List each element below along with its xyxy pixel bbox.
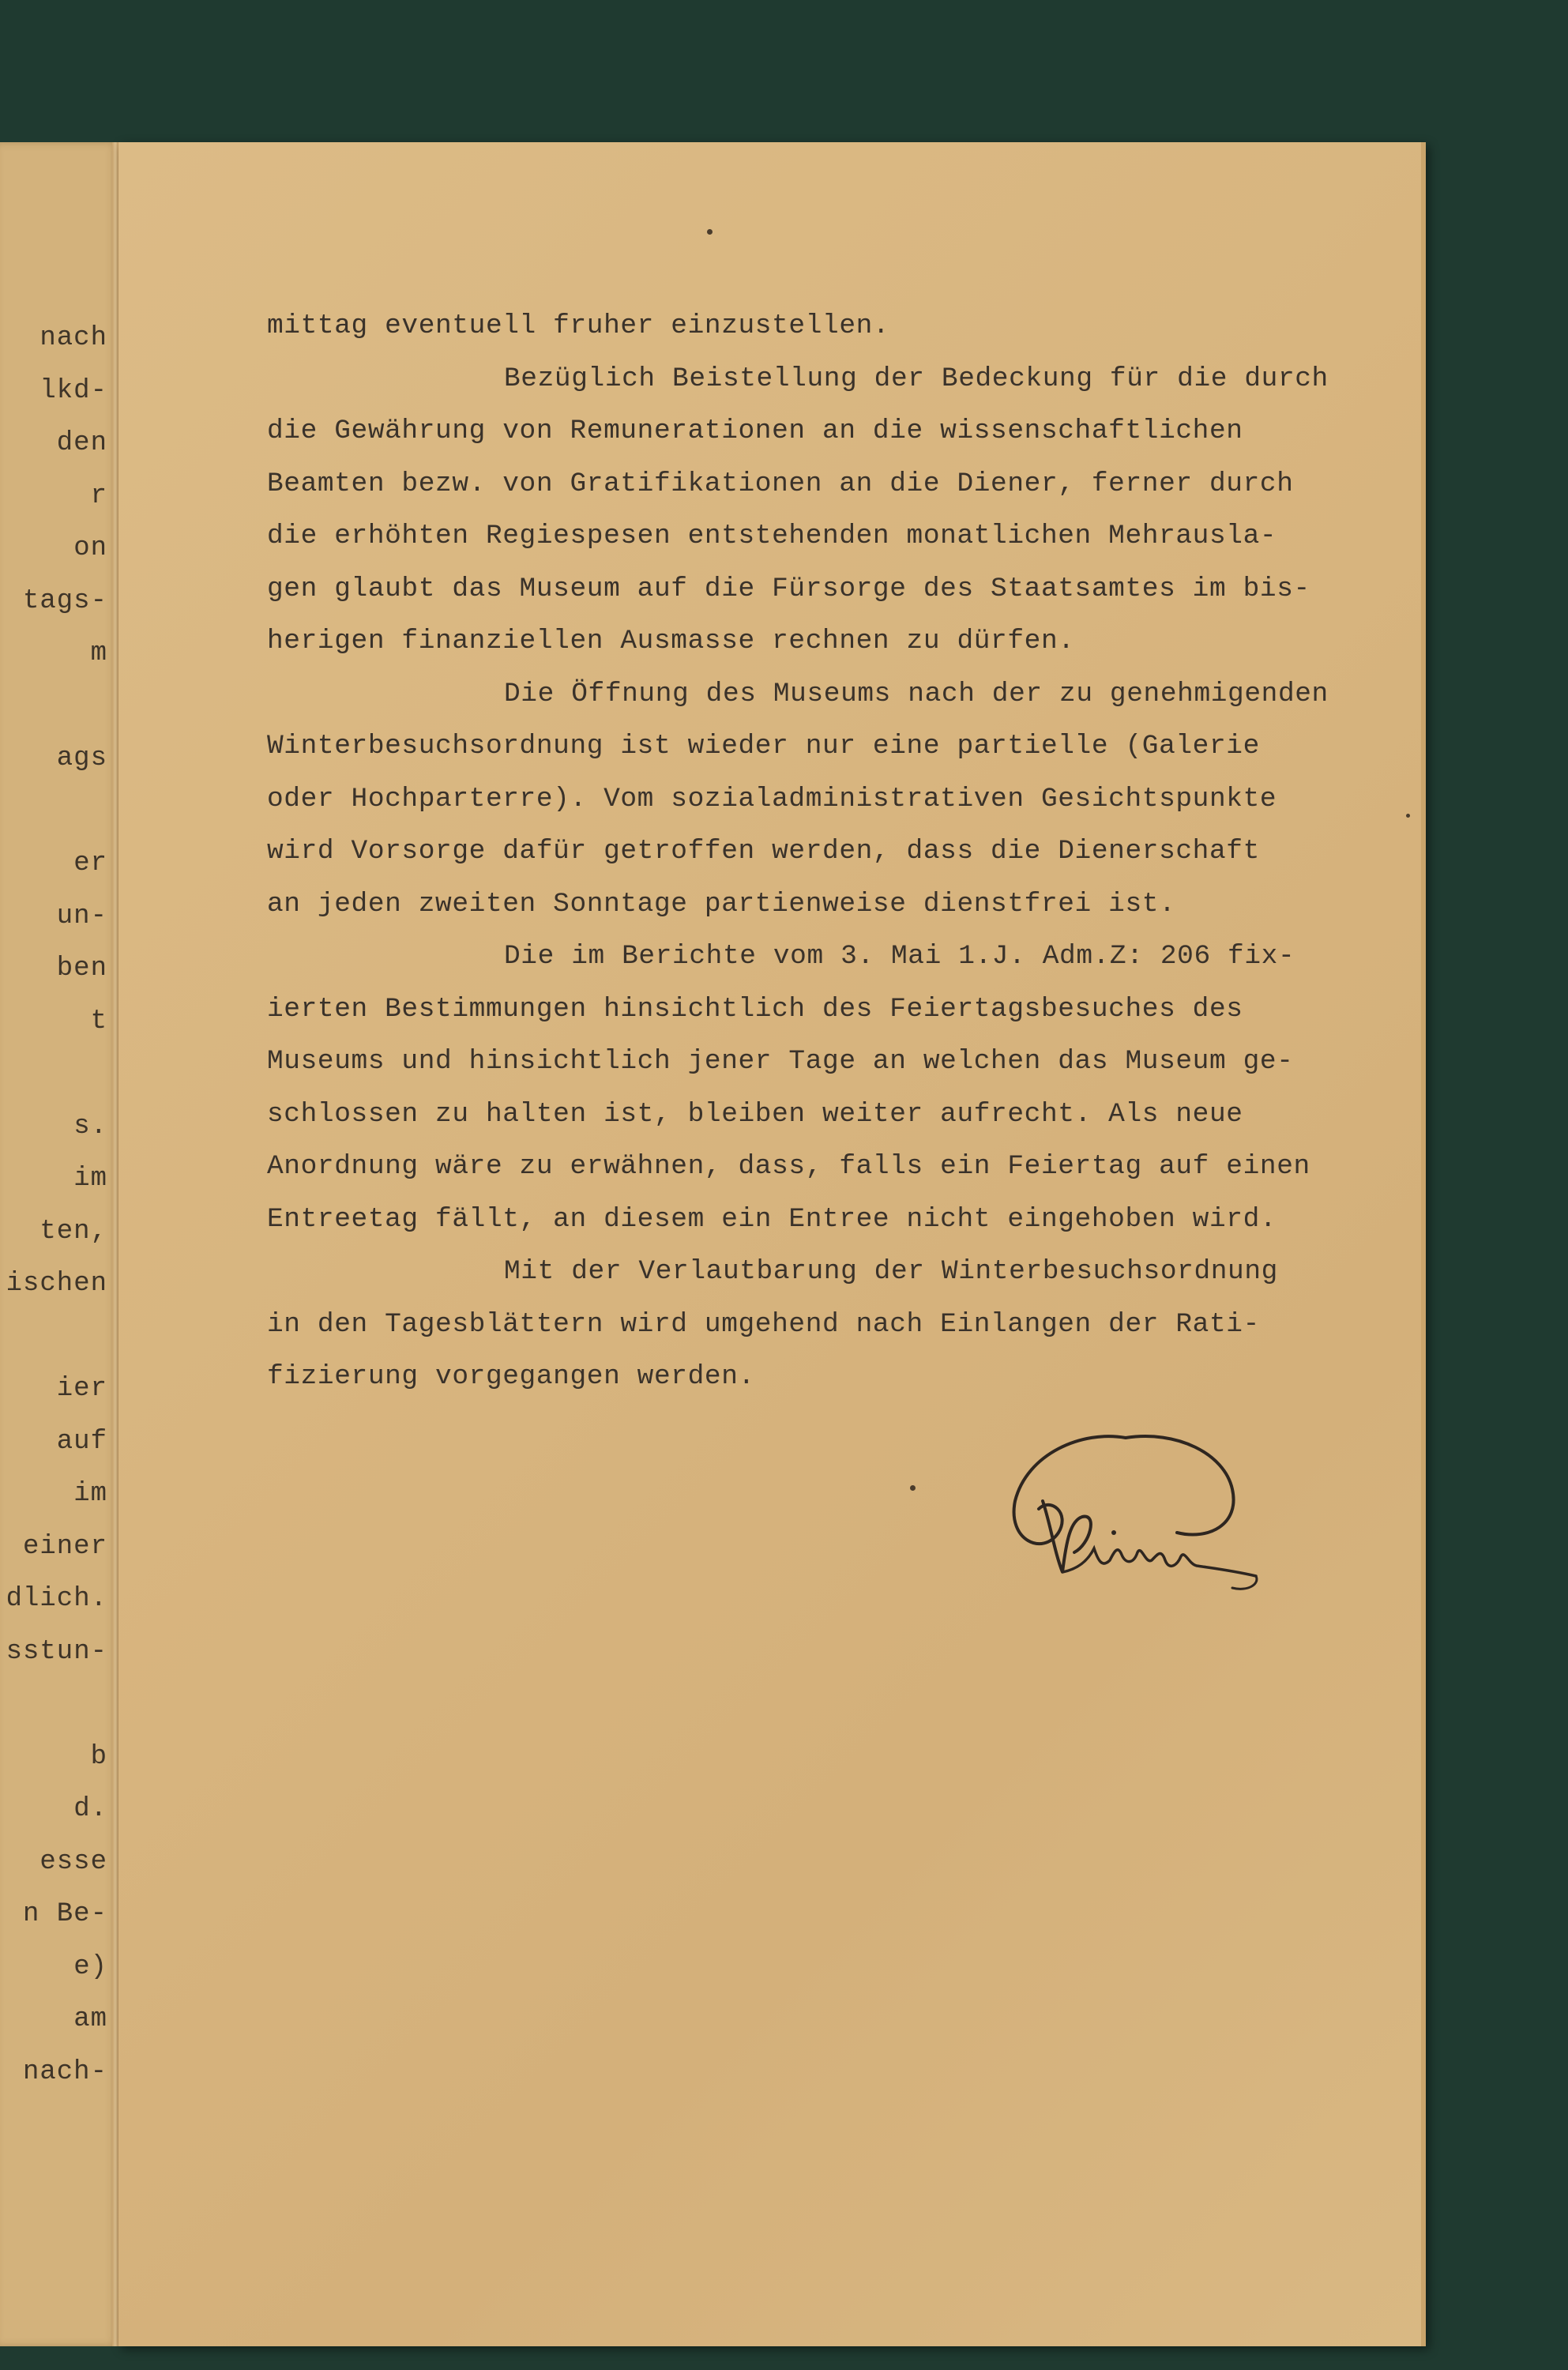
left-page-fragment-line [0, 1678, 112, 1731]
text-line: die erhöhten Regiespesen entstehenden monatlichen Mehrausla- [267, 521, 1277, 551]
left-page-fragment-line: r [90, 480, 107, 511]
paper-speck [910, 1485, 916, 1491]
text-line: oder Hochparterre). Vom sozialadministrativen Gesichtspunkte [267, 783, 1277, 814]
text-line: Mit der Verlautbarung der Winterbesuchsordnung [504, 1256, 1278, 1287]
text-line: Die im Berichte vom 3. Mai 1.J. Adm.Z: 206 fix- [504, 941, 1295, 972]
text-line: Winterbesuchsordnung ist wieder nur eine partielle (Galerie [267, 731, 1260, 762]
left-page-fragment-line: un- [56, 901, 107, 931]
left-page-fragment-line: im [73, 1479, 107, 1509]
left-page-fragment-line: m [90, 638, 107, 668]
left-page-fragment-line: lkd- [39, 375, 107, 406]
left-page-fragment-line: dlich. [6, 1584, 107, 1614]
left-page-fragment-line: ben [56, 954, 107, 984]
left-page-fragment-line: ten, [39, 1216, 107, 1247]
left-page-fragment-line: e) [73, 1951, 107, 1982]
text-line: Anordnung wäre zu erwähnen, dass, falls ein Feiertag auf einen [267, 1151, 1310, 1182]
text-line: herigen finanziellen Ausmasse rechnen zu dürfen. [267, 626, 1075, 656]
left-page-fragment-line [0, 1048, 112, 1100]
text-line: mittag eventuell fruher einzustellen. [267, 310, 890, 341]
text-line: Die Öffnung des Museums nach der zu genehmigenden [504, 678, 1329, 709]
signature-icon [995, 1414, 1264, 1635]
left-page-fragment-line: ags [56, 743, 107, 773]
text-line: Museums und hinsichtlich jener Tage an welchen das Museum ge- [267, 1046, 1294, 1077]
left-page-fragment-line: im [73, 1164, 107, 1194]
page-edge [1421, 142, 1426, 2346]
left-page-fragment-line: den [56, 428, 107, 458]
page-fold [112, 142, 118, 2346]
left-page-fragment-line [0, 1311, 112, 1364]
left-page-fragment-line [0, 680, 112, 733]
text-line: ierten Bestimmungen hinsichtlich des Feiertagsbesuches des [267, 993, 1243, 1025]
text-line: wird Vorsorge dafür getroffen werden, dass die Dienerschaft [267, 836, 1260, 867]
paper-speck [707, 229, 713, 235]
text-line: die Gewährung von Remunerationen an die wissenschaftlichen [267, 416, 1243, 446]
left-page-fragment-line: t [90, 1006, 107, 1036]
left-page-fragment-line: nach [39, 323, 107, 353]
left-page-fragment-line: n Be- [22, 1899, 107, 1929]
left-page-fragment-line: am [73, 2004, 107, 2034]
left-page-fragment-line: esse [39, 1846, 107, 1877]
left-page-fragment-line: on [73, 533, 107, 563]
text-line: schlossen zu halten ist, bleiben weiter aufrecht. Als neue [267, 1098, 1243, 1130]
left-page-fragment-line: sstun- [6, 1636, 107, 1667]
left-page-fragment-line: einer [22, 1531, 107, 1562]
left-page-fragment-line: b [90, 1741, 107, 1772]
document-body [267, 300, 1389, 1404]
left-page-fragment-line: ischen [6, 1269, 107, 1299]
left-page-fragment-line: er [73, 848, 107, 878]
left-page-fragment-line: d. [73, 1794, 107, 1824]
document-page [118, 142, 1426, 2346]
text-line: Entreetag fällt, an diesem ein Entree nicht eingehoben wird. [267, 1203, 1277, 1235]
left-page-fragment-line: nach- [22, 2056, 107, 2087]
left-page-fragment-line: auf [56, 1426, 107, 1457]
text-line: fizierung vorgegangen werden. [267, 1361, 755, 1392]
left-page-fragment-line: ier [56, 1374, 107, 1404]
text-line: in den Tagesblättern wird umgehend nach Einlangen der Rati- [267, 1308, 1260, 1340]
left-page-fragment [0, 142, 118, 2346]
left-page-fragment-line [0, 785, 112, 838]
left-page-fragment-line: s. [73, 1111, 107, 1142]
text-line: an jeden zweiten Sonntage partienweise dienstfrei ist. [267, 888, 1176, 920]
text-line: gen glaubt das Museum auf die Fürsorge des Staatsamtes im bis- [267, 573, 1310, 604]
left-page-fragment-line: tags- [22, 585, 107, 616]
text-line: Beamten bezw. von Gratifikationen an die Diener, ferner durch [267, 468, 1294, 499]
left-page-text [0, 312, 112, 2098]
text-line: Bezüglich Beistellung der Bedeckung für die durch [504, 363, 1329, 394]
paper-speck [1406, 814, 1410, 818]
